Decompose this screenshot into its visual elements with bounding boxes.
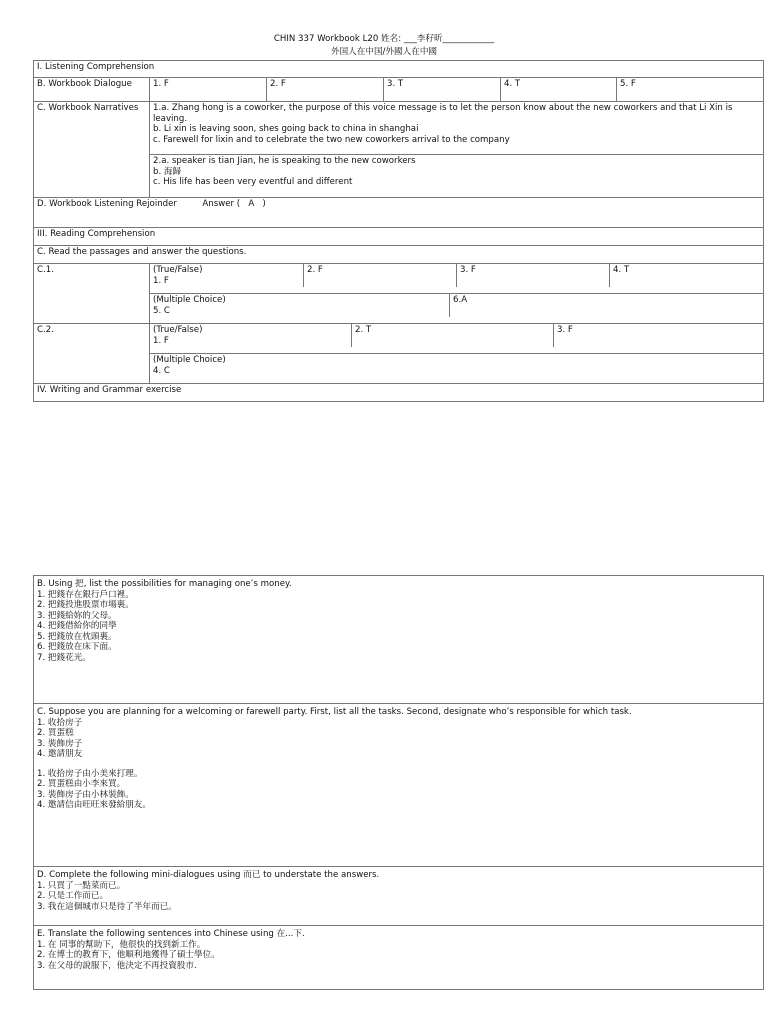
section-e-title: E. Translate the following sentences into Chinese using 在...下. — [37, 929, 305, 939]
assignment-item: 2. 買蛋糕由小李來買。 — [37, 779, 126, 789]
narrative-line: b. 海歸 — [153, 166, 182, 177]
section-b-title: B. Using 把, list the possibilities for managing one’s money. — [37, 579, 292, 589]
narrative-line: c. His life has been very eventful and different — [153, 177, 353, 187]
list-item: 6. 把錢放在床下面。 — [37, 642, 117, 652]
c1-tf-answer-2: 2. F — [304, 264, 457, 287]
list-item: 1. 只買了一點菜而已。 — [37, 880, 126, 891]
c2-tf-cell-1 — [150, 324, 352, 347]
list-item: 2. 把錢投進股票市場裏。 — [37, 600, 134, 610]
c1-tf-answer-1: 1. F — [153, 275, 169, 286]
task-item: 3. 裝飾房子 — [37, 738, 83, 749]
list-item: 3. 在父母的說服下，他決定不再投資股市. — [37, 960, 197, 971]
assignment-item: 4. 邀請信由旺旺來發給朋友。 — [37, 800, 152, 810]
writing-table — [33, 575, 764, 990]
narrative-line: leaving. — [153, 113, 188, 124]
c1-multiple-choice-row — [150, 294, 764, 324]
section-e — [34, 926, 764, 990]
list-item: 1. 把錢存在銀行戶口裡。 — [37, 589, 134, 600]
c2-tf-answer-1: 1. F — [153, 335, 169, 346]
rejoinder-label: D. Workbook Listening Rejoinder — [37, 199, 177, 209]
c1-mc-answer-5: 5. C — [153, 305, 170, 316]
c2-multiple-choice-row — [150, 354, 764, 384]
c1-true-false-row — [150, 264, 764, 294]
c1-mc-answer-6: 6.A — [453, 295, 468, 305]
list-item: 1. 在 同事的幫助下，他很快的找到新工作。 — [37, 939, 206, 950]
assignment-item: 3. 裝飾房子由小林裝飾。 — [37, 789, 134, 800]
narrative-line: 1.a. Zhang hong is a coworker, the purpose of this voice message is to let the person know about the new coworkers and that Li Xin is — [153, 103, 733, 113]
writing-heading: IV. Writing and Grammar exercise — [34, 384, 764, 402]
worksheet-subtitle: 外国人在中国/外國人在中國 — [330, 47, 438, 57]
list-item: 7. 把錢花光。 — [37, 652, 91, 663]
list-item: 3. 我在這個城市只是待了半年而已。 — [37, 901, 177, 912]
c1-mc-title: (Multiple Choice) — [153, 295, 226, 305]
list-item: 4. 把錢借給你的同學 — [37, 621, 117, 631]
section-c — [34, 704, 764, 867]
worksheet-title: CHIN 337 Workbook L20 姓名: ___李秄昕____________ — [273, 34, 495, 44]
section-d-title: D. Complete the following mini-dialogues using 而已 to understate the answers. — [37, 870, 380, 880]
dialogue-answer-4: 4. T — [501, 78, 617, 102]
dialogue-label: B. Workbook Dialogue — [34, 78, 150, 102]
list-item: 5. 把錢放在枕頭裏。 — [37, 631, 117, 642]
c1-tf-title: (True/False) — [153, 265, 203, 275]
list-item: 2. 在博士的教育下，他順利地獲得了碩士學位。 — [37, 950, 220, 960]
answer-table — [33, 60, 764, 402]
narrative-line: b. Li xin is leaving soon, shes going back to china in shanghai — [153, 124, 419, 134]
c2-tf-answer-3: 3. F — [557, 325, 573, 335]
narratives-block-1 — [150, 102, 764, 155]
c2-true-false-row — [150, 324, 764, 354]
narratives-block-2 — [150, 155, 764, 198]
reading-instruction: C. Read the passages and answer the questions. — [34, 246, 764, 264]
task-item: 4. 邀請朋友 — [37, 749, 83, 759]
dialogue-answer-1: 1. F — [150, 78, 267, 102]
list-item: 3. 把錢給妳的父母。 — [37, 610, 117, 621]
c1-tf-answer-3: 3. F — [457, 264, 610, 287]
section-b — [34, 576, 764, 704]
c2-mc-title: (Multiple Choice) — [153, 355, 226, 365]
dialogue-answer-2: 2. F — [267, 78, 384, 102]
dialogue-answer-3: 3. T — [384, 78, 501, 102]
rejoinder-row — [34, 198, 764, 228]
list-item: 2. 只是工作而已。 — [37, 891, 109, 901]
c2-tf-answer-2: 2. T — [352, 324, 554, 347]
c1-mc-cell-1 — [150, 294, 450, 317]
section-d — [34, 867, 764, 926]
task-item: 2. 買蛋糕 — [37, 728, 74, 738]
c2-label: C.2. — [34, 324, 150, 384]
c2-mc-answer-4: 4. C — [153, 365, 170, 376]
c2-tf-title: (True/False) — [153, 325, 203, 335]
c1-label: C.1. — [34, 264, 150, 324]
c1-tf-answer-4: 4. T — [613, 265, 630, 275]
dialogue-answer-5: 5. F — [617, 78, 764, 102]
assignment-item: 1. 收拾房子由小美來打理。 — [37, 768, 143, 779]
reading-heading: III. Reading Comprehension — [34, 228, 764, 246]
narrative-line: 2.a. speaker is tian Jian, he is speaking to the new coworkers — [153, 156, 416, 166]
section-c-title: C. Suppose you are planning for a welcoming or farewell party. First, list all the tasks. Second, designate who’s responsible for which task. — [37, 707, 632, 717]
rejoinder-answer: Answer ( A ) — [202, 199, 266, 209]
listening-heading: I. Listening Comprehension — [34, 61, 764, 78]
narratives-label: C. Workbook Narratives — [34, 102, 150, 198]
task-item: 1. 收拾房子 — [37, 717, 83, 728]
c1-tf-cell-1 — [150, 264, 304, 287]
narrative-line: c. Farewell for lixin and to celebrate the two new coworkers arrival to the company — [153, 134, 510, 145]
